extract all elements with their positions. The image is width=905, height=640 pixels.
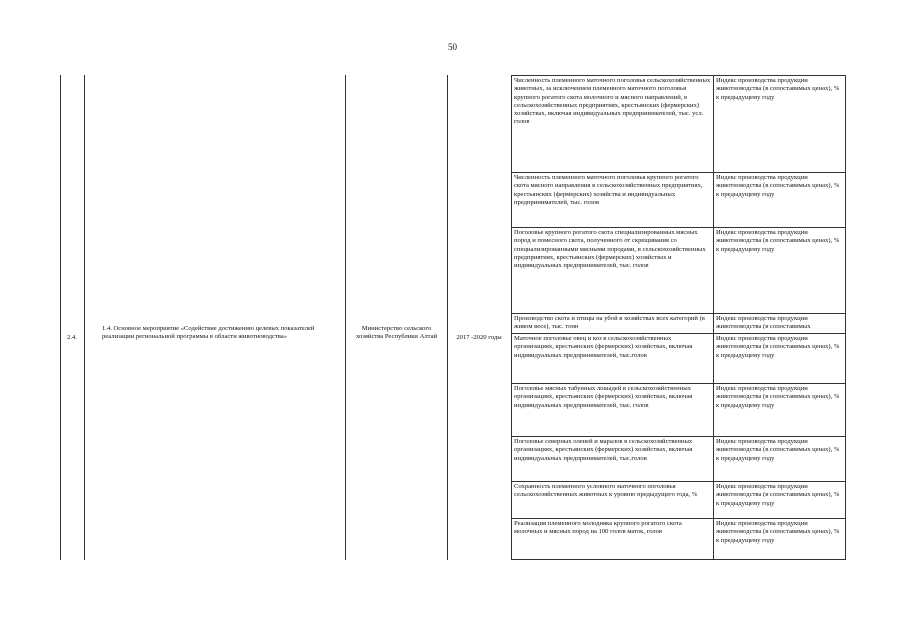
table-border	[447, 75, 448, 560]
indicator-target: Индекс производства продукции животноводства (в сопоставимых ценах), % к предыдущему году	[716, 77, 840, 101]
period: 2017 -2020 годы	[456, 334, 502, 341]
table-border	[345, 75, 346, 560]
indicator-text: Реализация племенного молодняка крупного рогатого скота молочных и мясных пород на 100 голов маток, голов	[514, 520, 682, 536]
row-number: 2.4.	[67, 334, 77, 341]
indicator-target: Индекс производства продукции животноводства (в сопоставимых ценах), % к предыдущему году	[716, 385, 840, 409]
indicator-text: Производство скота и птицы на убой в хозяйствах всех категорий (в живом весе), тыс. тонн	[514, 315, 705, 331]
executor: Министерство сельского хозяйства Республики Алтай	[355, 325, 438, 341]
indicator-text: Маточное поголовье овец и коз в сельскохозяйственных организациях, крестьянских (фермерских) хозяйствах, включая индивидуальных предпринимателей, тыс.голов	[514, 335, 693, 359]
table-border	[511, 333, 846, 334]
page-number: 50	[448, 42, 457, 52]
table-border	[511, 75, 512, 560]
table-border	[511, 436, 846, 437]
indicator-target: Индекс производства продукции животноводства (в сопоставимых ценах), % к предыдущему году	[716, 483, 840, 507]
indicator-target: Индекс производства продукции животноводства (в сопоставимых ценах), % к предыдущему году	[716, 520, 840, 544]
table-border	[845, 75, 846, 560]
indicator-text: Численность племенного маточного поголовья крупного рогатого скота мясного направления в сельскохозяйственных предприятиях, крестьянских (фермерских) хозяйства и индивидуальных предпринимателей, тыс. голов	[514, 174, 703, 206]
indicator-text: Поголовье крупного рогатого скота специализированных мясных пород и помесного скота, полученного от скрещивания со специализированными мясными породами, в сельскохозяйственных предприятиях, крестьянских (фермерских) хозяйствах и индивидуальных предпринимателей, тыс. голов	[514, 229, 706, 270]
table-border	[511, 518, 846, 519]
indicator-target: Индекс производства продукции животноводства (в сопоставимых	[716, 315, 811, 331]
table-border	[511, 75, 846, 76]
indicator-target: Индекс производства продукции животноводства (в сопоставимых ценах), % к предыдущему году	[716, 335, 840, 359]
table-border	[60, 75, 61, 560]
indicator-text: Поголовье северных оленей и маралов в сельскохозяйственных организациях, крестьянских (фермерских) хозяйствах, включая индивидуальных предпринимателей, тыс.голов	[514, 438, 693, 462]
table-border	[511, 172, 846, 173]
indicator-text: Сохранность племенного условного маточного поголовья сельскохозяйственных животных к уровню предыдущего года, %	[514, 483, 698, 499]
table-border	[511, 313, 846, 314]
activity-name: 1.4. Основное мероприятие «Содействие достижению целевых показателей реализации региональной программы в области животноводства»	[102, 325, 315, 341]
table-border	[84, 75, 85, 560]
table-border	[511, 227, 846, 228]
indicator-target: Индекс производства продукции животноводства (в сопоставимых ценах), % к предыдущему году	[716, 229, 840, 253]
table-border	[511, 559, 846, 560]
table-border	[713, 75, 714, 560]
table-border	[511, 481, 846, 482]
indicator-text: Численность племенного маточного поголовья сельскохозяйственных животных, за исключением племенного маточного поголовья крупного рогатого скота молочного и мясного направлений, в сельскохозяйственных предприятиях, крестьянских (фермерских) хозяйствах, включая индивидуальных предпринимателей, тыс. усл. голов	[514, 77, 711, 126]
indicator-target: Индекс производства продукции животноводства (в сопоставимых ценах), % к предыдущему году	[716, 438, 840, 462]
table-border	[511, 383, 846, 384]
indicator-text: Поголовье мясных табунных лошадей в сельскохозяйственных организациях, крестьянских (фермерских) хозяйствах, включая индивидуальных предпринимателей, тыс. голов	[514, 385, 693, 409]
indicator-target: Индекс производства продукции животноводства (в сопоставимых ценах), % к предыдущему году	[716, 174, 840, 198]
